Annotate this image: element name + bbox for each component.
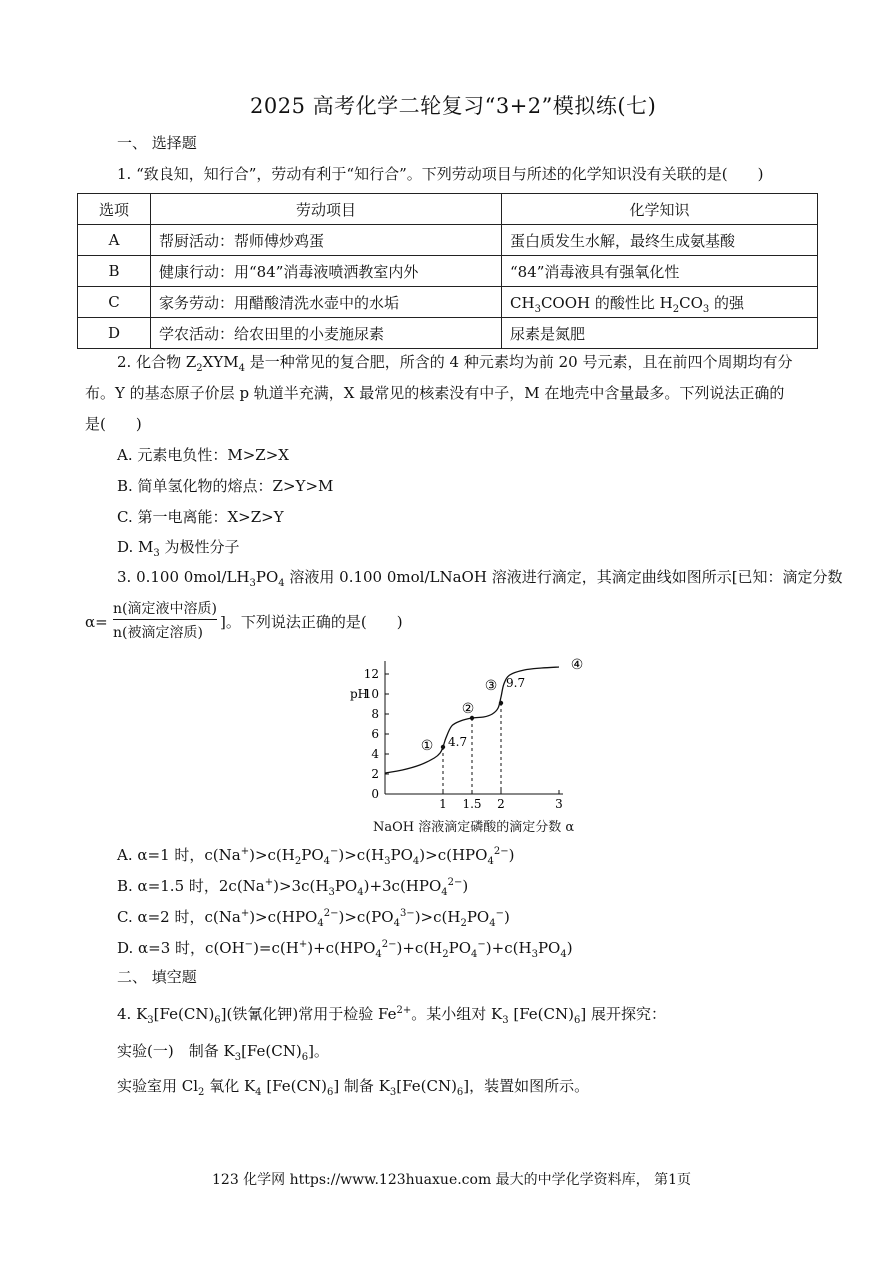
titration-chart [342, 650, 602, 835]
q1-table [77, 193, 818, 349]
row-knowledge: “84”消毒液具有强氧化性 [502, 256, 818, 287]
header-option: 选项 [78, 194, 151, 225]
q3-option-b: B. α=1.5 时，$2c(Na^+)>3c(H_3PO_4)+3c(HPO_4^{2-})$ [117, 877, 469, 898]
table-row [78, 318, 818, 349]
page-title: 2025 高考化学二轮复习“3+2”模拟练(七) [250, 94, 657, 118]
y-tick-label: 0 [371, 787, 379, 801]
fraction-bar [113, 619, 217, 620]
y-tick-label: 6 [371, 727, 379, 741]
q2-option-c: C. 第一电离能：X>Z>Y [117, 508, 284, 526]
point-label: ① [420, 738, 434, 754]
table-row [78, 225, 818, 256]
table-row [78, 287, 818, 318]
y-tick-label: 8 [371, 707, 379, 721]
x-tick-label: 3 [555, 797, 563, 811]
point-label: ③ [484, 678, 498, 694]
q2-line3: 是( ) [85, 415, 142, 433]
y-axis-label: pH [350, 687, 369, 701]
row-option: D [78, 318, 151, 349]
q2-line2: 布。Y 的基态原子价层 p 轨道半充满，X 最常见的核素没有中子，M 在地壳中含量最多。下列说法正确的 [85, 384, 785, 402]
y-tick-label: 4 [371, 747, 379, 761]
q3-option-a: A. α=1 时，$c(Na^+)>c(H_2PO_4^-)>c(H_3PO_4)>c(HPO_4^{2-})$ [117, 846, 515, 867]
row-task: 学农活动：给农田里的小麦施尿素 [151, 318, 502, 349]
row-knowledge: 蛋白质发生水解，最终生成氨基酸 [502, 225, 818, 256]
fraction-numerator: n(滴定液中溶质) [113, 601, 217, 617]
q3-alpha-eq: α= [85, 613, 108, 631]
chart-x-label: NaOH 溶液滴定磷酸的滴定分数 α [373, 820, 575, 835]
point-label: ④ [570, 657, 584, 673]
header-task: 劳动项目 [151, 194, 502, 225]
y-tick-label: 10 [363, 687, 379, 701]
section-choice-heading: 一、 选择题 [117, 134, 197, 152]
q4-line3: 实验室用 $Cl_2$ 氧化 $K_4$ $[Fe(CN)_6]$ 制备 $K_3[Fe(CN)_6]$，装置如图所示。 [117, 1077, 590, 1098]
q2-option-d: D. $M_3$ 为极性分子 [117, 538, 240, 559]
section-fill-heading: 二、 填空题 [117, 968, 197, 986]
point-value: 4.7 [448, 735, 468, 749]
q3-fraction [113, 598, 219, 642]
q3-option-d: D. α=3 时，$c(OH^-)=c(H^+)+c(HPO_4^{2-})+c(H_2PO_4^-)+c(H_3PO_4)$ [117, 939, 573, 960]
row-knowledge: 尿素是氮肥 [502, 318, 818, 349]
q3-option-c: C. α=2 时，$c(Na^+)>c(HPO_4^{2-})>c(PO_4^{3-})>c(H_2PO_4^-)$ [117, 908, 510, 929]
q1-table-header [78, 194, 818, 225]
point-label: ② [461, 701, 475, 717]
fraction-denominator: n(被滴定溶质) [113, 625, 203, 641]
q2-option-b: B. 简单氢化物的熔点：Z>Y>M [117, 477, 334, 495]
q4-line1: 4. $K_3[Fe(CN)_6]$(铁氰化钾)常用于检验 $Fe^{2+}$。某小组对 $K_3$ $[Fe(CN)_6]$ 展开探究： [117, 1005, 666, 1026]
row-task: 帮厨活动：帮师傅炒鸡蛋 [151, 225, 502, 256]
header-knowledge: 化学知识 [502, 194, 818, 225]
row-option: B [78, 256, 151, 287]
q3-line2-tail: ]。下列说法正确的是( ) [220, 613, 403, 631]
q3-line1: 3. 0.100 $0mol/LH_3PO_4$ 溶液用 0.100 0mol/LNaOH 溶液进行滴定，其滴定曲线如图所示[已知：滴定分数 [117, 568, 843, 589]
q4-line2: 实验(一) 制备 $K_3[Fe(CN)_6]$。 [117, 1042, 329, 1063]
row-task: 家务劳动：用醋酸清洗水壶中的水垢 [151, 287, 502, 318]
page-footer: 123 化学网 https://www.123huaxue.com 最大的中学化学资料库， 第1页 [212, 1172, 692, 1188]
row-knowledge: $CH_3COOH$ 的酸性比 $H_2CO_3$ 的强 [502, 287, 818, 318]
q2-option-a: A. 元素电负性：M>Z>X [117, 446, 289, 464]
y-tick-label: 2 [371, 767, 379, 781]
q1-stem: 1. “致良知，知行合”，劳动有利于“知行合”。下列劳动项目与所述的化学知识没有关联的是( ) [117, 165, 764, 183]
data-point [441, 745, 445, 749]
data-point [499, 701, 503, 705]
x-tick-label: 2 [497, 797, 505, 811]
table-row [78, 256, 818, 287]
row-task: 健康行动：用“84”消毒液喷洒教室内外 [151, 256, 502, 287]
x-tick-label: 1 [439, 797, 447, 811]
q2-line1: 2. 化合物 $Z_2XYM_4$ 是一种常见的复合肥，所含的 4 种元素均为前 20 号元素，且在前四个周期均有分 [117, 353, 793, 374]
point-value: 9.7 [506, 676, 526, 690]
x-tick-label: 1.5 [462, 797, 482, 811]
y-tick-label: 12 [363, 667, 379, 681]
row-option: A [78, 225, 151, 256]
row-option: C [78, 287, 151, 318]
